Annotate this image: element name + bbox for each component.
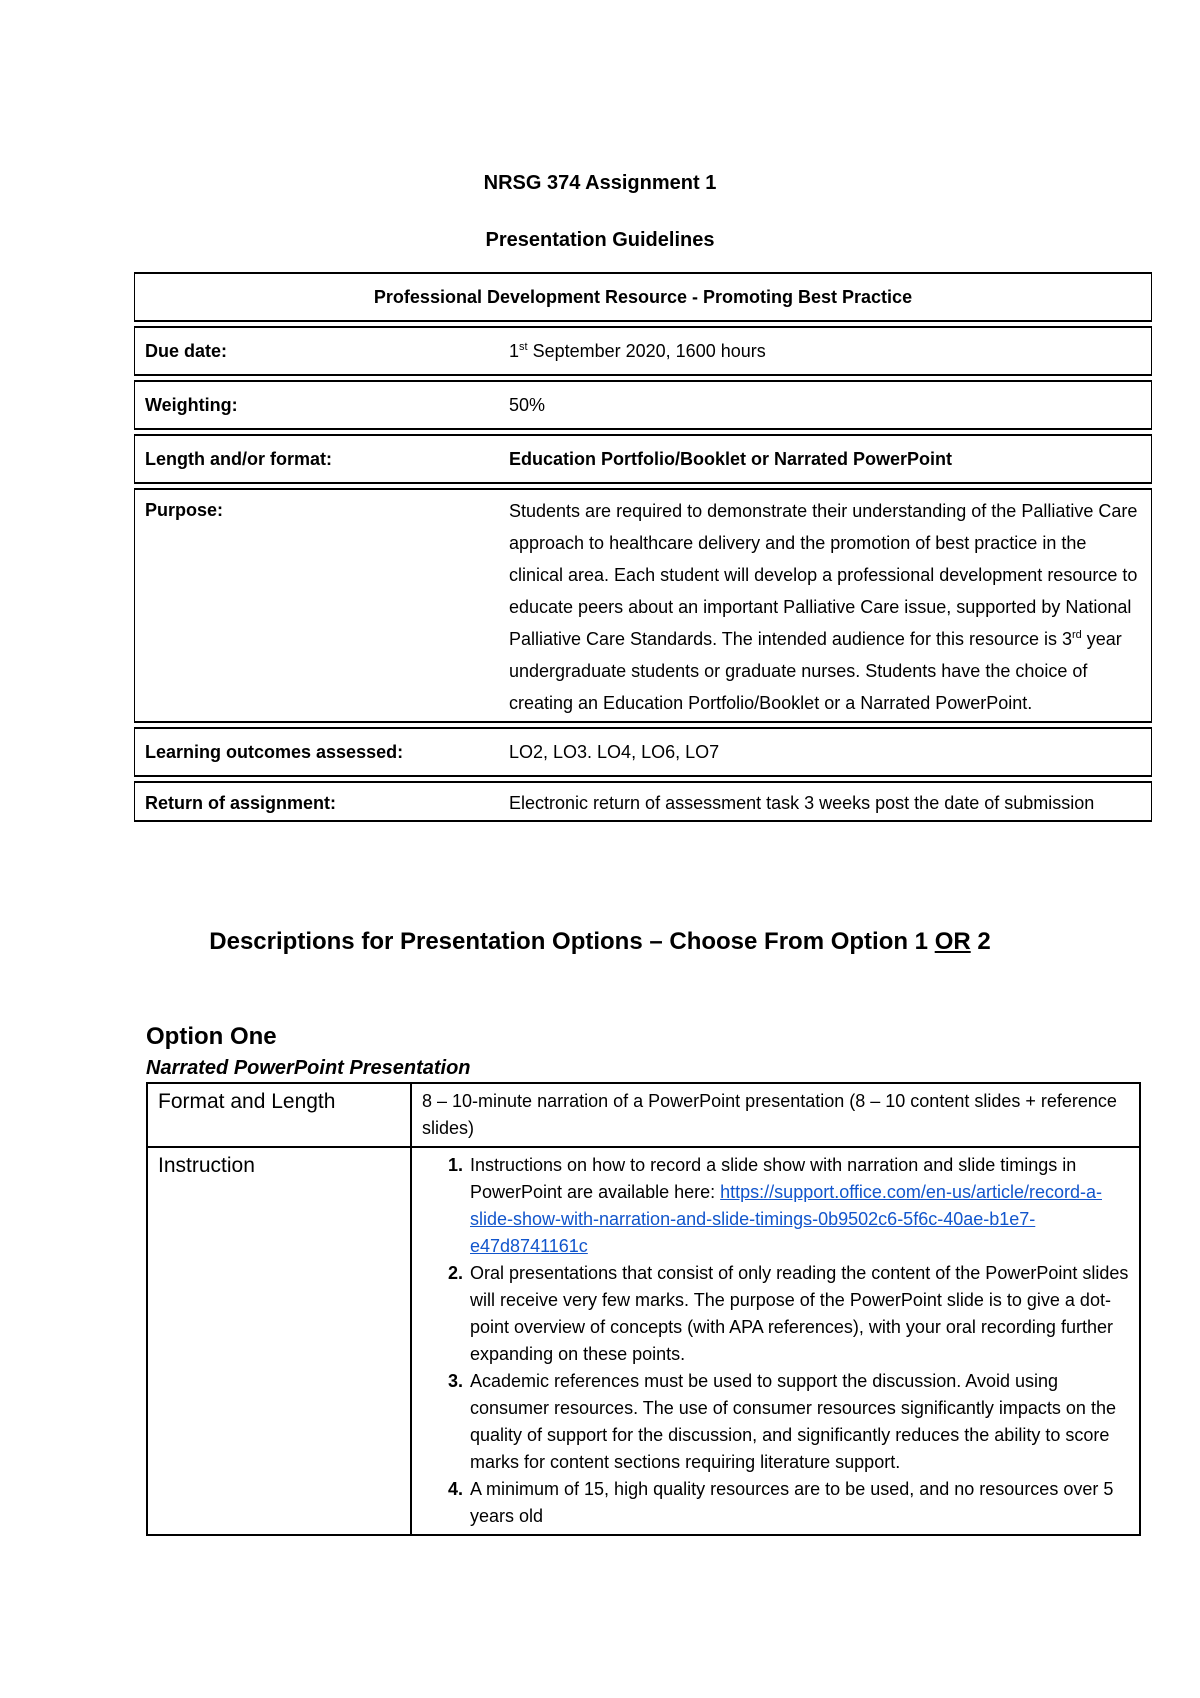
instruction-item-1: 1. Instructions on how to record a slide show with narration and slide timings in PowerPoint are available here: https://support.office.com/en-us/article/record-a-slide-show-with-narration-and-slide-timings-0b9502c6-5f6c-40ae-b1e7-e47d8741161c [468,1152,1129,1260]
learning-outcomes-label: Learning outcomes assessed: [135,728,500,776]
return-value: Electronic return of assessment task 3 weeks post the date of submission [499,782,1152,821]
due-date-row [135,327,1152,375]
purpose-value: Students are required to demonstrate their understanding of the Palliative Care approach to healthcare delivery and the promotion of best practice in the clinical area. Each student will develop a professional development resource to educate peers about an important Palliative Care issue, supported by National Palliative Care Standards. The intended audience for this resource is 3rd year undergraduate students or graduate nurses. Students have the choice of creating an Education Portfolio/Booklet or a Narrated PowerPoint. [499,489,1152,722]
format-length-value: 8 – 10-minute narration of a PowerPoint presentation (8 – 10 content slides + reference slides) [411,1083,1140,1147]
option-one-subtitle: Narrated PowerPoint Presentation [146,1057,471,1079]
option-one-table [146,1082,1141,1536]
format-label: Length and/or format: [135,435,500,483]
instruction-item-2: 2. Oral presentations that consist of only reading the content of the PowerPoint slides will receive very few marks. The purpose of the PowerPoint slide is to give a dot-point overview of concepts (with APA references), with your oral recording further expanding on these points. [468,1260,1129,1368]
options-heading-or: OR [934,928,971,955]
options-heading: Descriptions for Presentation Options – Choose From Option 1 OR 2 [209,928,991,955]
instruction-list-cell [411,1147,1140,1535]
learning-outcomes-row [135,728,1152,776]
instruction-row [147,1147,1140,1535]
due-date-label: Due date: [135,327,500,375]
weighting-row [135,381,1152,429]
format-length-label: Format and Length [147,1083,411,1147]
powerpoint-narration-link[interactable]: https://support.office.com/en-us/article/record-a-slide-show-with-narration-and-slide-timings-0b9502c6-5f6c-40ae-b1e7-e47d8741161c [470,1182,1102,1256]
instruction-item-3: 3. Academic references must be used to support the discussion. Avoid using consumer resources. The use of consumer resources significantly impacts on the quality of support for the discussion, and significantly reduces the ability to score marks for content sections requiring literature support. [468,1368,1129,1476]
weighting-label: Weighting: [135,381,500,429]
purpose-label: Purpose: [135,489,500,722]
document-subtitle: Presentation Guidelines [485,229,715,251]
weighting-value: 50% [499,381,1152,429]
instruction-label: Instruction [147,1147,411,1535]
return-label: Return of assignment: [135,782,500,821]
format-row [135,435,1152,483]
instruction-item-4: 4. A minimum of 15, high quality resources are to be used, and no resources over 5 years old [468,1476,1129,1530]
purpose-row [135,489,1152,722]
due-date-value: 1st September 2020, 1600 hours [499,327,1152,375]
format-value: Education Portfolio/Booklet or Narrated PowerPoint [499,435,1152,483]
document-title: NRSG 374 Assignment 1 [483,172,717,194]
return-row [135,782,1152,821]
assignment-details-header: Professional Development Resource - Promoting Best Practice [135,273,1152,321]
assignment-details-table [134,272,1152,822]
instruction-list [422,1152,1129,1530]
learning-outcomes-value: LO2, LO3. LO4, LO6, LO7 [499,728,1152,776]
option-one-title: Option One [146,1023,277,1050]
format-length-row [147,1083,1140,1147]
